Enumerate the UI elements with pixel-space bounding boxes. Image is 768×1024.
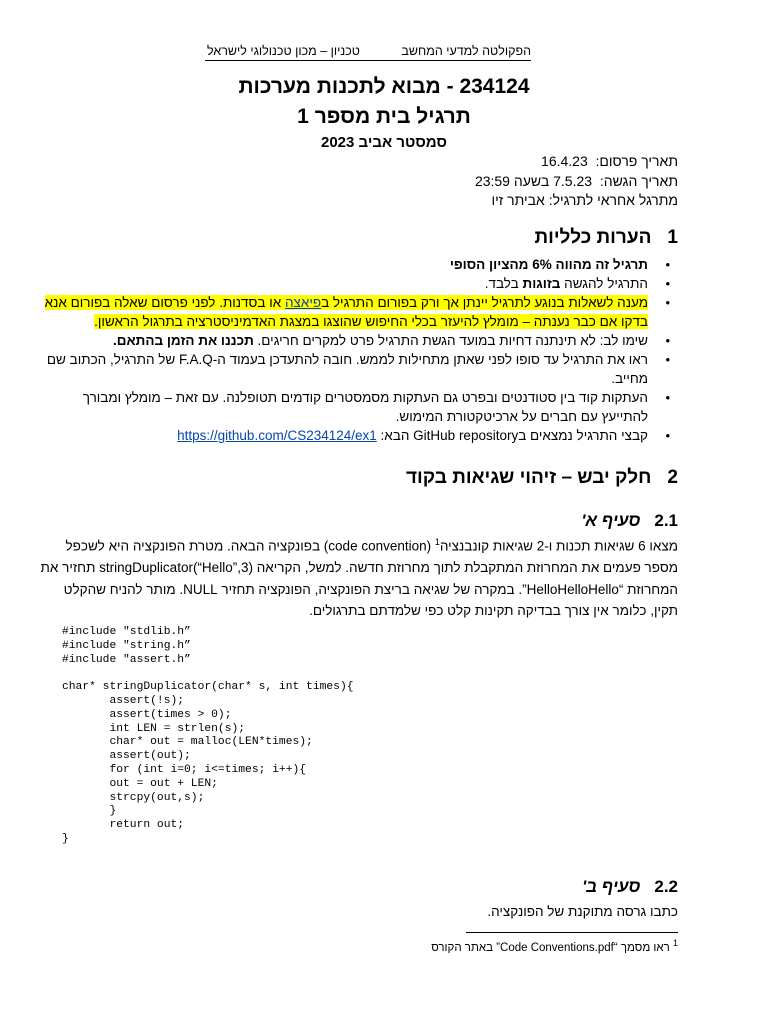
repo-note: קבצי התרגיל נמצאים בGitHub repository הבא: [380, 428, 648, 443]
grade-weight-note: תרגיל זה מהווה 6% מהציון הסופי [449, 257, 648, 272]
section-1-title: הערות כלליות [534, 227, 652, 248]
footnote-number: 1 [672, 938, 678, 948]
general-notes-list [38, 255, 678, 445]
forum-note-highlight [45, 295, 648, 329]
page-header [205, 44, 531, 61]
subsection-2-1-title: סעיף א' [581, 511, 641, 530]
copying-note: העתקות קוד בין סטודנטים ובפרט גם העתקות מסמסטרים קודמים תטופלנה. עם זאת – מומלץ ומבורך להתייעץ עם חברים על ארכיטקטורת המימוש. [82, 390, 648, 424]
faculty-name: הפקולטה למדעי המחשב [401, 44, 531, 58]
deadline-note-pre: שימו לב: לא תינתנה דחיות במועד הגשת התרגיל פרט למקרים חריגים. [253, 333, 648, 348]
subsection-2-2-heading [582, 877, 678, 897]
publish-date-line [541, 153, 678, 169]
pairs-note-post: בלבד. [484, 276, 523, 291]
section-1-heading [534, 227, 678, 249]
list-item [38, 388, 678, 426]
semester-title: סמסטר אביב 2023 [320, 134, 448, 151]
faq-note: ראו את התרגיל עד סופו לפני שאתן מתחילות לממש. חובה להתעדכן בעמוד ה-F.A.Q של התרגיל, הכתוב שם מחייב. [46, 352, 648, 386]
list-item [38, 274, 678, 293]
forum-note-post: או בסדנות. לפני פרסום שאלה בפורום אנא בדקו אם כבר נענתה – מומלץ להיעזר בכלי החיפוש שהוצגו במצגת האדמיניסטרציה בתרגול הראשון. [44, 295, 648, 329]
forum-note-pre: מענה לשאלות בנוגע לתרגיל יינתן אך ורק בפורום התרגיל ב [321, 295, 648, 310]
subsection-2-1-heading [581, 511, 678, 531]
course-title: 234124 - מבוא לתכנות מערכות [238, 75, 530, 98]
submit-date: 7.5.23 [553, 173, 593, 189]
pairs-note-bold: בזוגות [522, 276, 561, 291]
list-item [38, 350, 678, 388]
description-part-1: מצאו 6 שגיאות תכנות ו-2 שגיאות קונבנציה [439, 538, 678, 554]
publish-date: 16.4.23 [541, 153, 588, 169]
footnote [431, 938, 678, 954]
list-item [38, 293, 678, 331]
subsection-2-2-number: 2.2 [654, 877, 678, 896]
section-2-number: 2 [667, 467, 678, 488]
submit-date-line [475, 173, 678, 189]
list-item [38, 331, 678, 350]
list-item [38, 426, 678, 445]
section-1-number: 1 [667, 227, 678, 248]
deadline-note-bold: תכננו את הזמן בהתאם. [112, 333, 254, 348]
exercise-description [38, 532, 678, 622]
section-2-heading [406, 467, 678, 489]
subsection-2-1-number: 2.1 [654, 511, 678, 530]
github-repo-link[interactable]: https://github.com/CS234124/ex1 [177, 428, 377, 443]
section-2-title: חלק יבש – זיהוי שגיאות בקוד [405, 467, 652, 488]
subsection-2-2-title: סעיף ב' [582, 877, 641, 896]
submit-time: בשעה 23:59 [474, 173, 550, 189]
description-part-2: (code convention) בפונקציה הבאה. מטרת הפונקציה היא לשכפל מספר פעמים את המחרוזת המתקבלת לתוך מחרוזת חדשה. למשל, הקריאה stringDuplicator(“Hello”,3) תחזיר את המחרוזת “HelloHelloHello”. במקרה של שגיאה בריצת הפונקציה, הפונקציה תחזיר NULL. מותר להניח שהקלט תקין, כלומר אין צורך בבדיקה תקינות קלט כפי שלמדתם בתרגולים. [40, 538, 678, 618]
assignment-title: תרגיל בית מספר 1 [297, 105, 471, 128]
footnote-ref: 1 [434, 537, 440, 547]
subsection-2-2-text: כתבו גרסה מתוקנת של הפונקציה. [487, 904, 678, 919]
institute-name: טכניון – מכון טכנולוגי לישראל [207, 44, 360, 58]
list-item [38, 255, 678, 274]
code-listing: #include "stdlib.h” #include "string.h” #include "assert.h” char* stringDuplicator(char* s, int times){ assert(!s); assert(times > 0); int LEN = strlen(s); char* out = malloc(LEN*times); assert(out); for (int i=0; i<=times; i++){ out = out + LEN; strcpy(out,s); } return out; } [62, 626, 354, 845]
ta-line: מתרגל אחראי לתרגיל: אביתר זיו [491, 192, 678, 208]
publish-label: תאריך פרסום: [595, 153, 678, 169]
submit-label: תאריך הגשה: [599, 173, 678, 189]
footnote-divider [466, 932, 678, 933]
footnote-text: ראו מסמך “Code Conventions.pdf” באתר הקורס [431, 941, 670, 954]
piazza-link[interactable]: פיאצה [284, 295, 322, 310]
pairs-note-pre: התרגיל להגשה [560, 276, 648, 291]
